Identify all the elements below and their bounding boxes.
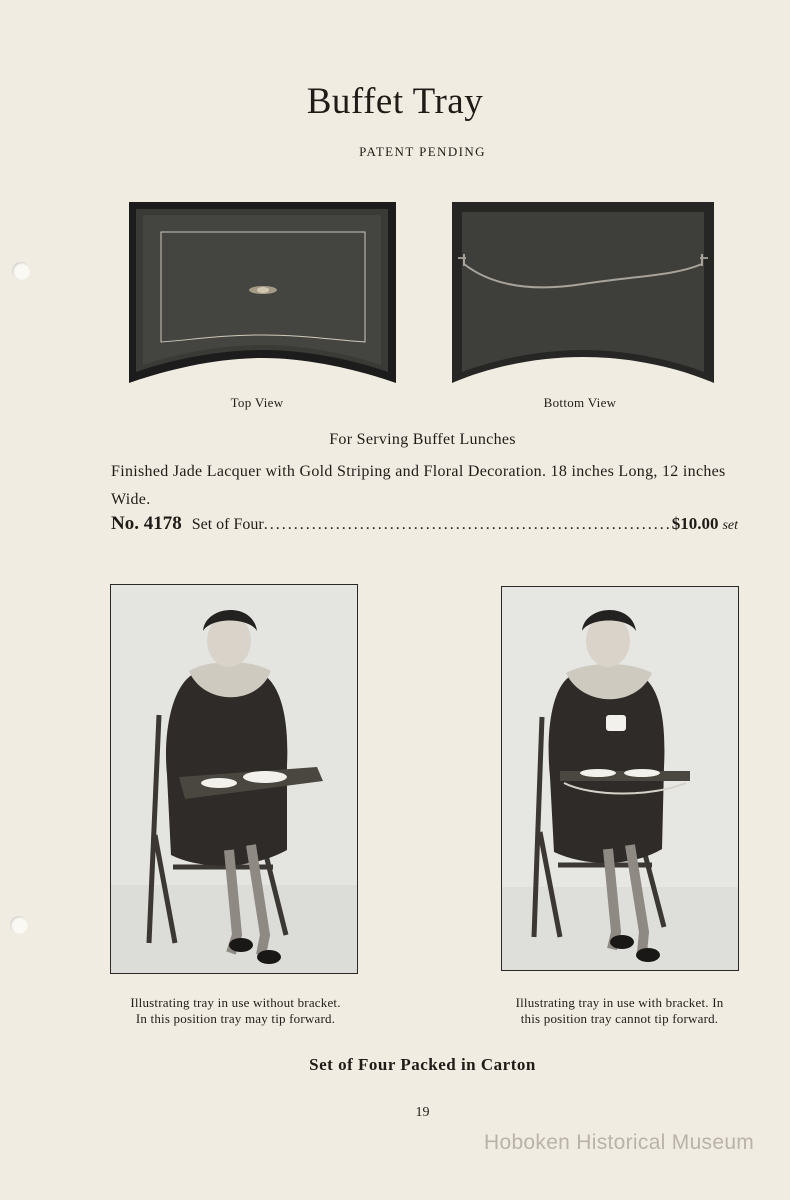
price-unit: set — [722, 518, 738, 533]
right-caption-line-1: Illustrating tray in use with bracket. In — [515, 995, 724, 1010]
watermark: Hoboken Historical Museum — [484, 1131, 755, 1154]
punch-hole-bottom — [10, 916, 28, 934]
item-number: No. 4178 — [111, 513, 182, 534]
left-caption-line-2: In this position tray may tip forward. — [135, 1011, 336, 1026]
left-photo-caption — [108, 995, 363, 1027]
photo-without-bracket — [110, 584, 358, 974]
left-caption-line-1: Illustrating tray in use without bracket. — [130, 995, 341, 1010]
right-photo-caption — [496, 995, 743, 1027]
top-view-caption: Top View — [230, 395, 284, 410]
packing-note: Set of Four Packed in Carton — [309, 1055, 536, 1074]
woman-with-tray-illustration — [111, 585, 357, 973]
woman-with-bracket-tray-illustration — [502, 587, 738, 970]
tray-top-view-image — [129, 202, 396, 383]
right-caption-line-2: this position tray cannot tip forward. — [520, 1011, 719, 1026]
photo-with-bracket — [501, 586, 739, 971]
description-heading: For Serving Buffet Lunches — [329, 431, 516, 448]
bottom-view-caption: Bottom View — [543, 395, 617, 410]
description-body: Finished Jade Lacquer with Gold Striping and Floral Decoration. 18 inches Long, 12 inches Wide. — [111, 463, 726, 508]
price-line — [111, 513, 738, 535]
set-label: Set of Four — [191, 516, 264, 533]
page-number: 19 — [415, 1105, 430, 1120]
price-value: $10.00 — [671, 514, 719, 533]
page-title: Buffet Tray — [306, 81, 484, 122]
punch-hole-top — [12, 262, 30, 280]
patent-pending-label: PATENT PENDING — [359, 144, 486, 159]
tray-bottom-view-image — [452, 202, 714, 383]
dot-leader — [264, 516, 672, 534]
